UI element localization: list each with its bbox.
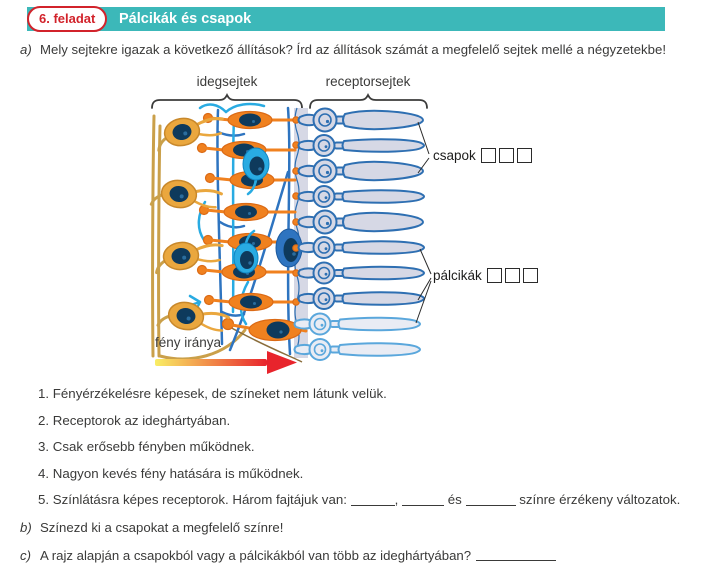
question-a-text: Mely sejtekre igazak a következő állítások? Írd az állítások számát a megfelelő sejtek mellé a négyzetekbe! bbox=[40, 42, 666, 57]
rod-cell bbox=[295, 314, 421, 335]
rods-label: pálcikák bbox=[433, 268, 482, 283]
receptor-cells-illustration bbox=[295, 109, 425, 361]
rods-answer-box-2[interactable] bbox=[505, 268, 520, 283]
statement5-blank-2[interactable] bbox=[402, 493, 444, 506]
rod-cell bbox=[299, 263, 425, 284]
ganglion-cell bbox=[158, 298, 230, 337]
statement-5-comma: , bbox=[394, 492, 399, 508]
rod-cell bbox=[299, 186, 425, 207]
ganglion-cell bbox=[154, 238, 225, 272]
retina-diagram bbox=[130, 72, 560, 377]
cones-answer-row bbox=[433, 148, 532, 163]
ganglion-cell bbox=[154, 111, 226, 150]
retina-illustration bbox=[130, 72, 560, 377]
statements-list bbox=[38, 386, 680, 519]
receptor-cells-label: receptorsejtek bbox=[325, 74, 411, 89]
question-c-answer-blank[interactable] bbox=[476, 548, 556, 561]
page-title: Pálcikák és csapok bbox=[119, 11, 252, 27]
statement-5 bbox=[38, 492, 680, 508]
leader-lines-rods bbox=[416, 249, 431, 323]
statement-4: 4. Nagyon kevés fény hatására is működnek. bbox=[38, 465, 304, 481]
task-header-bar bbox=[27, 7, 665, 31]
light-direction-arrow bbox=[155, 351, 297, 374]
light-direction-label: fény iránya bbox=[155, 335, 222, 350]
nerve-cells-label: idegsejtek bbox=[196, 74, 258, 89]
statement-3: 3. Csak erősebb fényben működnek. bbox=[38, 439, 255, 455]
rods-answer-box-1[interactable] bbox=[487, 268, 502, 283]
cone-cell bbox=[299, 109, 424, 132]
rod-cell bbox=[299, 288, 425, 309]
cone-cell bbox=[299, 160, 424, 183]
statement-5-and: és bbox=[447, 492, 462, 508]
rod-cell bbox=[299, 135, 425, 156]
question-c-marker: c) bbox=[20, 548, 31, 563]
rod-cell bbox=[295, 339, 421, 360]
question-c-text: A rajz alapján a csapokból vagy a pálcikákból van több az ideghártyában? bbox=[40, 548, 472, 563]
cones-answer-box-1[interactable] bbox=[481, 148, 496, 163]
bipolar-cell bbox=[205, 294, 296, 311]
cones-label: csapok bbox=[433, 148, 476, 163]
brace-nerve-cells bbox=[152, 95, 302, 108]
rods-answer-row bbox=[433, 268, 538, 283]
statement5-blank-3[interactable] bbox=[466, 493, 516, 506]
statement-2: 2. Receptorok az ideghártyában. bbox=[38, 412, 231, 428]
question-b bbox=[20, 520, 283, 535]
statement5-blank-1[interactable] bbox=[351, 493, 395, 506]
question-a bbox=[20, 42, 666, 57]
task-number-badge: 6. feladat bbox=[27, 6, 107, 32]
question-b-text: Színezd ki a csapokat a megfelelő színre! bbox=[40, 520, 284, 535]
question-c bbox=[20, 548, 556, 563]
cone-cell bbox=[299, 211, 424, 234]
question-a-marker: a) bbox=[20, 42, 32, 57]
rod-cell bbox=[299, 237, 425, 258]
cones-answer-box-3[interactable] bbox=[517, 148, 532, 163]
brace-receptor-cells bbox=[310, 95, 427, 108]
rods-answer-box-3[interactable] bbox=[523, 268, 538, 283]
statement-1: 1. Fényérzékelésre képesek, de színeket nem látunk velük. bbox=[38, 386, 387, 401]
nerve-cells-illustration bbox=[151, 104, 306, 362]
statement-5-suffix: színre érzékeny változatok. bbox=[519, 492, 681, 508]
cones-answer-box-2[interactable] bbox=[499, 148, 514, 163]
question-b-marker: b) bbox=[20, 520, 32, 535]
statement-5-prefix: 5. Színlátásra képes receptorok. Három fajtájuk van: bbox=[38, 492, 347, 508]
